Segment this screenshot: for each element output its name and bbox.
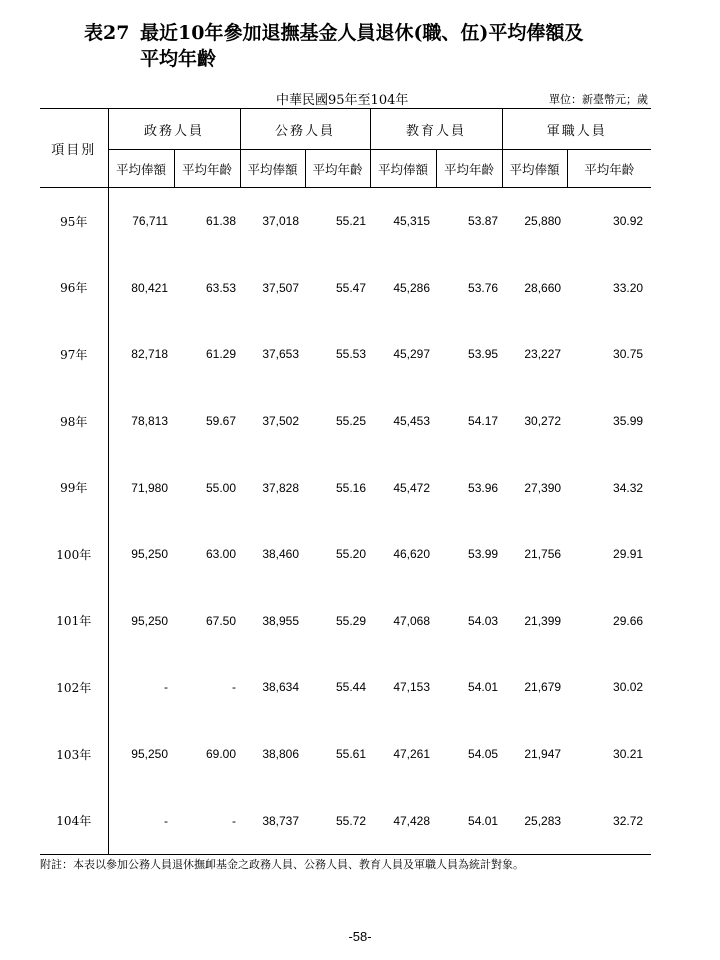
table-cell: 55.25 — [336, 414, 367, 429]
table-cell: 45,286 — [393, 280, 431, 295]
table-cell: 38,634 — [262, 680, 300, 695]
row-year: 103年 — [40, 721, 108, 788]
title-line-2: 平均年齡 — [140, 48, 217, 70]
table-cell: 35.99 — [613, 414, 644, 429]
table-cell: 45,472 — [393, 480, 431, 495]
table-cell: 30.75 — [613, 347, 644, 362]
table-cell: 55.20 — [336, 547, 367, 562]
table-cell: 53.76 — [468, 280, 499, 295]
table-cell: 37,507 — [262, 280, 300, 295]
table-cell: - — [174, 787, 240, 854]
table-row — [40, 321, 651, 388]
subheader-cell: 平均俸額 — [370, 150, 436, 188]
table-cell: 32.72 — [567, 787, 651, 854]
row-year: 102年 — [40, 654, 108, 721]
table-cell: 37,828 — [262, 480, 300, 495]
table-cell: 21,756 — [524, 547, 562, 562]
subheader-cell: 平均年齡 — [567, 150, 651, 188]
table-cell: 95,250 — [131, 547, 168, 562]
table-cell: 69.00 — [205, 747, 237, 762]
table-cell: 30.02 — [613, 680, 644, 695]
table-cell: 63.53 — [205, 280, 237, 295]
table-cell: 55.29 — [336, 613, 367, 628]
row-year: 99年 — [40, 454, 108, 521]
group-header-civil: 公務人員 — [240, 109, 370, 150]
table-cell: 53.95 — [468, 347, 499, 362]
subheader-cell: 平均年齡 — [436, 150, 502, 188]
table-cell: - — [232, 680, 237, 695]
table-row — [40, 454, 651, 521]
table-body — [40, 188, 651, 855]
table-cell: 61.29 — [205, 347, 237, 362]
table-cell: 82,718 — [131, 347, 168, 362]
table-cell: 53.87 — [468, 214, 499, 229]
row-year: 98年 — [40, 388, 108, 455]
table-cell: 59.67 — [205, 414, 237, 429]
table-cell: 37,018 — [262, 214, 300, 229]
table-cell: - — [108, 787, 174, 854]
period-subtitle: 中華民國95年至104年 — [276, 93, 409, 108]
row-year: 96年 — [40, 255, 108, 322]
statistics-table — [40, 108, 651, 855]
table-cell: 23,227 — [524, 347, 562, 362]
table-cell: 46,620 — [393, 547, 431, 562]
table-cell: 45,297 — [393, 347, 431, 362]
table-cell: 61.38 — [205, 214, 237, 229]
table-row — [40, 787, 651, 854]
table-cell: 29.91 — [613, 547, 644, 562]
table-row — [40, 588, 651, 655]
table-cell: 55.72 — [305, 787, 370, 854]
table-cell: 38,460 — [262, 547, 300, 562]
table-cell: 38,955 — [262, 613, 300, 628]
table-cell: 55.00 — [205, 480, 237, 495]
page-number: -58- — [348, 929, 372, 944]
subheader-cell: 平均俸額 — [502, 150, 567, 188]
table-cell: 63.00 — [205, 547, 237, 562]
table-cell: 25,880 — [524, 214, 562, 229]
row-year: 95年 — [40, 188, 108, 255]
table-cell: 71,980 — [131, 480, 168, 495]
row-year: 101年 — [40, 588, 108, 655]
table-title — [84, 20, 583, 72]
table-cell: 54.01 — [436, 787, 502, 854]
title-line-1: 最近10年參加退撫基金人員退休(職、伍)平均俸額及 — [140, 22, 584, 44]
table-cell: 34.32 — [613, 480, 644, 495]
table-cell: 53.96 — [468, 480, 499, 495]
table-cell: 30,272 — [524, 414, 562, 429]
table-cell: 37,502 — [262, 414, 300, 429]
table-cell: 95,250 — [131, 613, 168, 628]
table-row — [40, 188, 651, 255]
table-row — [40, 255, 651, 322]
table-cell: 30.21 — [613, 747, 644, 762]
row-year: 97年 — [40, 321, 108, 388]
table-cell: 55.21 — [336, 214, 367, 229]
group-header-political: 政務人員 — [108, 109, 240, 150]
table-cell: 45,453 — [393, 414, 431, 429]
subheader-cell: 平均年齡 — [174, 150, 240, 188]
table-cell: 29.66 — [613, 613, 644, 628]
row-year: 104年 — [40, 787, 108, 854]
table-row — [40, 521, 651, 588]
group-header-military: 軍職人員 — [502, 109, 651, 150]
table-cell: - — [164, 680, 168, 695]
table-cell: 55.61 — [336, 747, 367, 762]
table-cell: 45,315 — [393, 214, 431, 229]
table-cell: 47,153 — [393, 680, 431, 695]
table-cell: 55.53 — [336, 347, 367, 362]
table-cell: 54.05 — [468, 747, 499, 762]
table-cell: 38,737 — [240, 787, 305, 854]
table-cell: 55.16 — [336, 480, 367, 495]
table-cell: 54.03 — [468, 613, 499, 628]
table-number: 表27 — [84, 22, 130, 44]
table-cell: 54.01 — [468, 680, 499, 695]
table-cell: 78,813 — [131, 414, 168, 429]
table-cell: 28,660 — [524, 280, 562, 295]
row-year: 100年 — [40, 521, 108, 588]
table-cell: 95,250 — [131, 747, 168, 762]
table-cell: 25,283 — [502, 787, 567, 854]
table-cell: 37,653 — [262, 347, 300, 362]
table-cell: 80,421 — [131, 280, 168, 295]
table-cell: 54.17 — [468, 414, 499, 429]
table-cell: 53.99 — [468, 547, 499, 562]
unit-label: 單位：新臺幣元；歲 — [549, 93, 648, 106]
table-cell: 67.50 — [205, 613, 237, 628]
table-cell: 21,947 — [524, 747, 562, 762]
subheader-cell: 平均年齡 — [305, 150, 370, 188]
row-header-label: 項目別 — [40, 109, 108, 188]
table-cell: 47,261 — [393, 747, 431, 762]
table-row — [40, 654, 651, 721]
subheader-cell: 平均俸額 — [240, 150, 305, 188]
table-cell: 76,711 — [132, 214, 168, 229]
table-row — [40, 721, 651, 788]
table-cell: 30.92 — [613, 214, 644, 229]
table-cell: 47,068 — [393, 613, 431, 628]
table-cell: 21,679 — [524, 680, 562, 695]
table-cell: 38,806 — [262, 747, 300, 762]
table-cell: 27,390 — [524, 480, 562, 495]
table-cell: 55.44 — [336, 680, 367, 695]
table-row — [40, 388, 651, 455]
group-header-education: 教育人員 — [370, 109, 502, 150]
table-cell: 21,399 — [524, 613, 562, 628]
table-cell: 55.47 — [336, 280, 367, 295]
table-cell: 33.20 — [613, 280, 644, 295]
table-cell: 47,428 — [370, 787, 436, 854]
subheader-cell: 平均俸額 — [108, 150, 174, 188]
footnote: 附註：本表以參加公務人員退休撫卹基金之政務人員、公務人員、教育人員及軍職人員為統計對象。 — [40, 858, 524, 871]
